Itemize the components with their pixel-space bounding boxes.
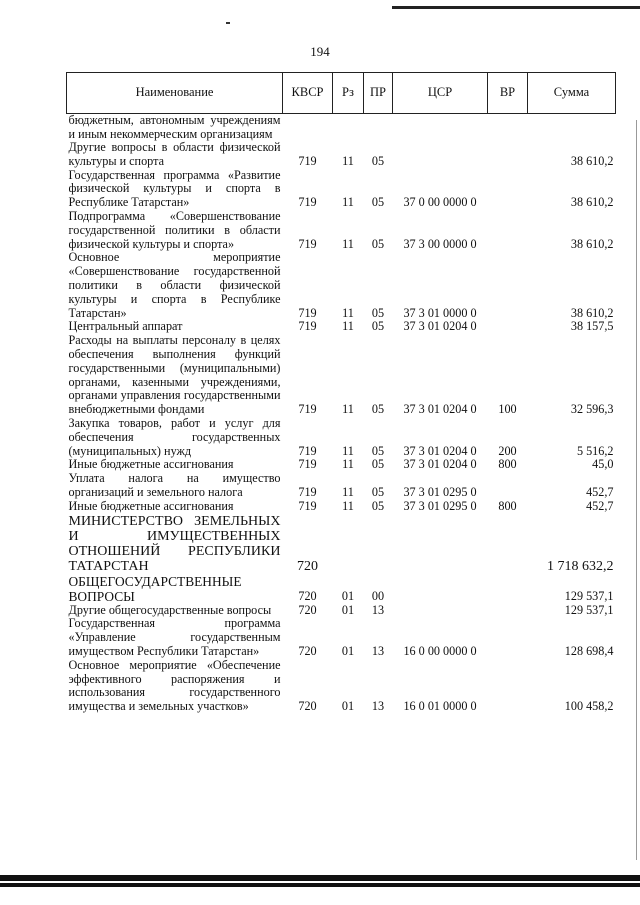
row-name: Закупка товаров, работ и услуг для обеспечения государственных (муниципальных) нужд xyxy=(68,415,281,458)
row-pr xyxy=(364,114,393,142)
table-row xyxy=(67,659,616,714)
row-csr xyxy=(393,114,488,142)
row-rz: 01 xyxy=(341,643,355,658)
table-row xyxy=(67,169,616,210)
row-sum: 32 596,3 xyxy=(570,402,614,417)
row-name: Иные бюджетные ассигнования xyxy=(68,457,234,472)
row-vr xyxy=(488,514,528,574)
row-vr: 800 xyxy=(498,498,517,513)
table-row xyxy=(67,604,616,618)
table-row xyxy=(67,334,616,417)
bottom-scan-gap xyxy=(0,881,640,883)
row-name: Уплата налога на имущество организаций и земельного налога xyxy=(68,471,281,499)
row-rz: 11 xyxy=(342,484,354,499)
row-kvsr: 720 xyxy=(298,699,317,714)
table-row xyxy=(67,458,616,472)
header-vr: ВР xyxy=(488,73,528,114)
row-kvsr: 719 xyxy=(298,402,317,417)
table-row xyxy=(67,114,616,142)
row-vr xyxy=(488,659,528,714)
header-sum: Сумма xyxy=(528,73,616,114)
budget-table xyxy=(66,72,616,714)
row-kvsr: 719 xyxy=(298,305,317,320)
row-name: Основное мероприятие «Обеспечение эффективного распоряжения и использования государственного имущества и земельных участков» xyxy=(68,657,281,714)
row-csr xyxy=(393,514,488,574)
row-pr: 05 xyxy=(371,457,385,472)
row-vr xyxy=(488,210,528,251)
row-vr: 800 xyxy=(498,457,517,472)
row-sum: 38 610,2 xyxy=(570,195,614,210)
row-csr: 37 3 00 0000 0 xyxy=(403,236,477,251)
table-row xyxy=(67,251,616,320)
row-kvsr: 719 xyxy=(298,195,317,210)
row-csr: 37 3 01 0204 0 xyxy=(403,457,477,472)
row-kvsr: 719 xyxy=(298,153,317,168)
row-name: Иные бюджетные ассигнования xyxy=(68,498,234,513)
header-name: Наименование xyxy=(67,73,283,114)
row-kvsr: 719 xyxy=(298,457,317,472)
row-kvsr: 719 xyxy=(298,484,317,499)
row-rz: 11 xyxy=(342,498,354,513)
scan-edge-line xyxy=(636,120,637,860)
row-name: Другие вопросы в области физической культуры и спорта xyxy=(68,140,281,168)
row-vr xyxy=(488,251,528,320)
row-csr: 37 3 01 0295 0 xyxy=(403,484,477,499)
row-sum: 129 537,1 xyxy=(564,588,614,603)
row-pr: 05 xyxy=(371,319,385,334)
row-rz: 11 xyxy=(342,195,354,210)
table-row xyxy=(67,472,616,500)
row-pr: 05 xyxy=(371,443,385,458)
row-sum: 38 157,5 xyxy=(570,319,614,334)
row-sum: 452,7 xyxy=(586,484,614,499)
row-rz xyxy=(333,114,364,142)
row-pr: 05 xyxy=(371,236,385,251)
row-vr: 200 xyxy=(498,443,517,458)
row-kvsr: 719 xyxy=(298,236,317,251)
row-rz: 11 xyxy=(342,153,354,168)
row-sum: 38 610,2 xyxy=(570,305,614,320)
row-sum: 129 537,1 xyxy=(564,602,614,617)
table-row xyxy=(67,141,616,169)
row-vr xyxy=(488,320,528,334)
row-csr: 16 0 01 0000 0 xyxy=(403,699,477,714)
page-number: 194 xyxy=(310,44,330,59)
table-row xyxy=(67,514,616,574)
row-kvsr: 720 xyxy=(298,602,317,617)
row-csr: 37 3 01 0204 0 xyxy=(403,402,477,417)
row-rz: 01 xyxy=(341,588,355,603)
row-rz: 11 xyxy=(342,319,354,334)
top-rule xyxy=(392,6,640,9)
row-kvsr: 720 xyxy=(298,643,317,658)
row-pr: 13 xyxy=(371,602,385,617)
row-vr xyxy=(488,574,528,604)
row-rz: 11 xyxy=(342,236,354,251)
row-vr xyxy=(488,472,528,500)
header-kvsr: КВСР xyxy=(283,73,333,114)
row-name: Основное мероприятие «Совершенствование государственной политики в области физической культуры и спорта в Республике Татарстан» xyxy=(68,250,281,320)
row-sum: 45,0 xyxy=(592,457,614,472)
table-row xyxy=(67,210,616,251)
row-csr xyxy=(393,604,488,618)
row-rz: 11 xyxy=(342,457,354,472)
row-kvsr: 719 xyxy=(298,498,317,513)
row-rz: 11 xyxy=(342,305,354,320)
row-csr: 37 3 01 0000 0 xyxy=(403,305,477,320)
row-rz xyxy=(333,514,364,574)
row-pr: 00 xyxy=(371,588,385,603)
table-row xyxy=(67,320,616,334)
row-sum: 38 610,2 xyxy=(570,153,614,168)
header-csr: ЦСР xyxy=(393,73,488,114)
table-row xyxy=(67,500,616,514)
row-kvsr: 720 xyxy=(298,588,317,603)
row-csr: 37 3 01 0295 0 xyxy=(403,498,477,513)
row-csr: 37 0 00 0000 0 xyxy=(403,195,477,210)
row-name: Центральный аппарат xyxy=(68,319,183,334)
row-pr: 13 xyxy=(371,643,385,658)
row-name: ОБЩЕГОСУДАРСТВЕННЫЕ ВОПРОСЫ xyxy=(68,573,242,604)
table-row xyxy=(67,574,616,604)
row-vr xyxy=(488,169,528,210)
row-vr xyxy=(488,114,528,142)
row-csr xyxy=(393,141,488,169)
row-csr: 16 0 00 0000 0 xyxy=(403,643,477,658)
row-vr: 100 xyxy=(498,402,517,417)
table-header-row xyxy=(67,73,616,114)
row-pr: 05 xyxy=(371,402,385,417)
row-name: Государственная программа «Управление государственным имуществом Республики Татарстан» xyxy=(68,616,281,658)
table-row xyxy=(67,417,616,458)
row-rz: 11 xyxy=(342,402,354,417)
row-kvsr: 719 xyxy=(298,443,317,458)
header-rz: Рз xyxy=(333,73,364,114)
row-pr: 05 xyxy=(371,195,385,210)
table-row xyxy=(67,617,616,658)
row-sum: 128 698,4 xyxy=(564,643,614,658)
row-vr xyxy=(488,617,528,658)
row-sum: 5 516,2 xyxy=(576,443,614,458)
row-pr: 05 xyxy=(371,498,385,513)
row-pr xyxy=(364,514,393,574)
row-csr xyxy=(393,574,488,604)
row-name: Другие общегосударственные вопросы xyxy=(68,602,272,617)
row-pr: 05 xyxy=(371,153,385,168)
row-rz: 01 xyxy=(341,699,355,714)
row-name: Расходы на выплаты персоналу в целях обеспечения выполнения функций государственными (муниципальными) органами, казенными учреждениями, органами управления государственными внебюджетными фондами xyxy=(68,333,281,417)
row-vr xyxy=(488,604,528,618)
row-sum: 452,7 xyxy=(586,498,614,513)
header-pr: ПР xyxy=(364,73,393,114)
row-name: МИНИСТЕРСТВО ЗЕМЕЛЬНЫХ И ИМУЩЕСТВЕННЫХ ОТНОШЕНИЙ РЕСПУБЛИКИ ТАТАРСТАН xyxy=(68,513,281,574)
row-csr: 37 3 01 0204 0 xyxy=(403,319,477,334)
row-rz: 11 xyxy=(342,443,354,458)
scan-speck xyxy=(226,22,230,24)
row-pr: 05 xyxy=(371,484,385,499)
row-sum xyxy=(528,114,616,142)
row-sum: 38 610,2 xyxy=(570,236,614,251)
row-pr: 05 xyxy=(371,305,385,320)
row-name: Подпрограмма «Совершенствование государственной политики в области физической культуры и спорта» xyxy=(68,208,281,251)
row-sum: 1 718 632,2 xyxy=(547,558,614,574)
row-name: бюджетным, автономным учреждениям и иным некоммерческим организациям xyxy=(68,113,281,141)
row-pr: 13 xyxy=(371,699,385,714)
row-kvsr: 719 xyxy=(298,319,317,334)
row-csr: 37 3 01 0204 0 xyxy=(403,443,477,458)
row-rz: 01 xyxy=(341,602,355,617)
row-kvsr xyxy=(283,114,333,142)
row-vr xyxy=(488,141,528,169)
row-kvsr: 720 xyxy=(297,558,318,574)
row-sum: 100 458,2 xyxy=(564,699,614,714)
row-name: Государственная программа «Развитие физической культуры и спорта в Республике Татарстан» xyxy=(68,167,281,210)
